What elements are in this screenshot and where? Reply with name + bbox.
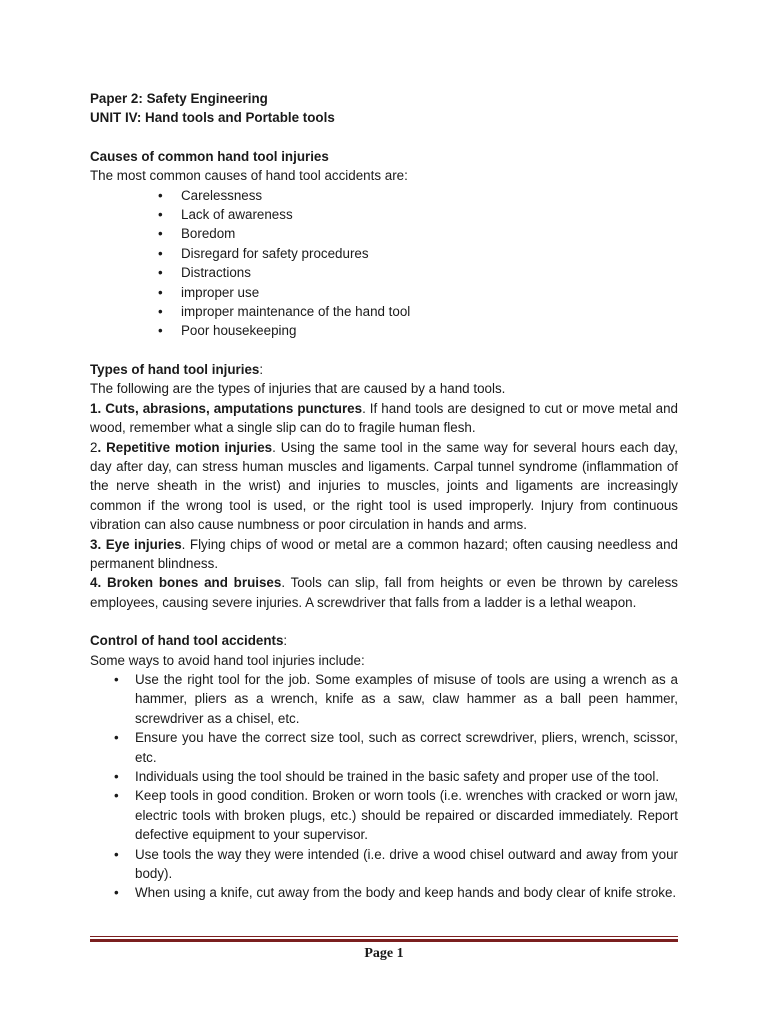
injury-type-paragraph bbox=[90, 438, 678, 535]
list-item: • Ensure you have the correct size tool, such as correct screwdriver, pliers, wrench, scissor, etc. bbox=[90, 728, 678, 767]
unit-title: UNIT IV: Hand tools and Portable tools bbox=[90, 110, 335, 126]
spacer bbox=[90, 128, 678, 147]
injury-type-title: . Repetitive motion injuries bbox=[97, 439, 273, 455]
types-heading: Types of hand tool injuries bbox=[90, 361, 260, 377]
control-intro: Some ways to avoid hand tool injuries include: bbox=[90, 652, 365, 668]
injury-type-body: . If hand tools are designed to cut or move metal and wood, remember what a single slip can do to fragile human flesh. bbox=[90, 400, 679, 436]
list-item: • Disregard for safety procedures bbox=[90, 244, 678, 263]
list-item: • Distractions bbox=[90, 263, 678, 282]
injury-type-body: . Tools can slip, fall from heights or even be thrown by careless employees, causing severe injuries. A screwdriver that falls from a ladder is a lethal weapon. bbox=[90, 575, 678, 610]
page-number: Page 1 bbox=[364, 946, 404, 961]
list-item: • Individuals using the tool should be trained in the basic safety and proper use of the tool. bbox=[90, 767, 678, 786]
list-item: • When using a knife, cut away from the body and keep hands and body clear of knife stroke. bbox=[90, 883, 678, 902]
paper-title: Paper 2: Safety Engineering bbox=[90, 91, 268, 106]
control-heading-line bbox=[90, 631, 678, 650]
list-item: • Poor housekeeping bbox=[90, 321, 678, 340]
injury-type-title: Broken bones and bruises bbox=[106, 575, 282, 591]
spacer bbox=[90, 341, 678, 360]
list-item: • Use tools the way they were intended (i.e. drive a wood chisel outward and away from your body). bbox=[90, 845, 678, 884]
injury-type-paragraph bbox=[90, 573, 678, 612]
injury-type-paragraph bbox=[90, 399, 678, 438]
injury-type-title: Eye injuries bbox=[105, 536, 182, 552]
causes-intro: The most common causes of hand tool accidents are: bbox=[90, 168, 408, 184]
injury-type-number: 1. bbox=[90, 400, 106, 416]
list-item: • Lack of awareness bbox=[90, 205, 678, 224]
list-item: • Boredom bbox=[90, 224, 678, 243]
spacer bbox=[90, 612, 678, 631]
document-body bbox=[90, 89, 678, 903]
control-list bbox=[90, 670, 678, 903]
injury-type-body: . Using the same tool in the same way for several hours each day, day after day, can stress human muscles and ligaments. Carpal tunnel syndrome (inflammation of the nerve sheath in the wrist) and injuries to muscles, joints and ligaments are increasingly common if the wrong tool is used, or the right tool is used improperly. Injury from continuous vibration can also cause numbness or poor circulation in hands and arms. bbox=[90, 439, 678, 533]
list-item: • Keep tools in good condition. Broken or worn tools (i.e. wrenches with cracked or worn jaw, electric tools with broken plugs, etc.) should be repaired or discarded immediately. Report defective equipment to your supervisor. bbox=[90, 786, 678, 844]
control-heading: Control of hand tool accidents bbox=[90, 633, 284, 649]
list-item: • Carelessness bbox=[90, 186, 678, 205]
list-item: • improper use bbox=[90, 283, 678, 302]
injury-type-number: 4. bbox=[90, 575, 107, 591]
footer-rule-thick bbox=[90, 939, 678, 942]
control-heading-suffix: : bbox=[283, 633, 288, 649]
injury-type-paragraph bbox=[90, 535, 678, 574]
causes-heading: Causes of common hand tool injuries bbox=[90, 148, 329, 164]
injury-type-body: . Flying chips of wood or metal are a common hazard; often causing needless and permanent blindness. bbox=[90, 536, 678, 571]
causes-list bbox=[90, 186, 678, 341]
types-intro: The following are the types of injuries that are caused by a hand tools. bbox=[90, 381, 506, 397]
list-item: • Use the right tool for the job. Some examples of misuse of tools are using a wrench as a hammer, pliers as a wrench, knife as a saw, claw hammer as a ball peen hammer, screwdriver as a chisel, etc. bbox=[90, 670, 678, 728]
injury-type-number: 3. bbox=[90, 536, 106, 552]
types-heading-line bbox=[90, 360, 678, 379]
list-item: • improper maintenance of the hand tool bbox=[90, 302, 678, 321]
types-heading-suffix: : bbox=[259, 361, 264, 377]
footer-rule-thin bbox=[90, 936, 678, 937]
injury-type-number: 2 bbox=[90, 439, 98, 455]
injury-type-title: Cuts, abrasions, amputations punctures bbox=[105, 400, 363, 416]
